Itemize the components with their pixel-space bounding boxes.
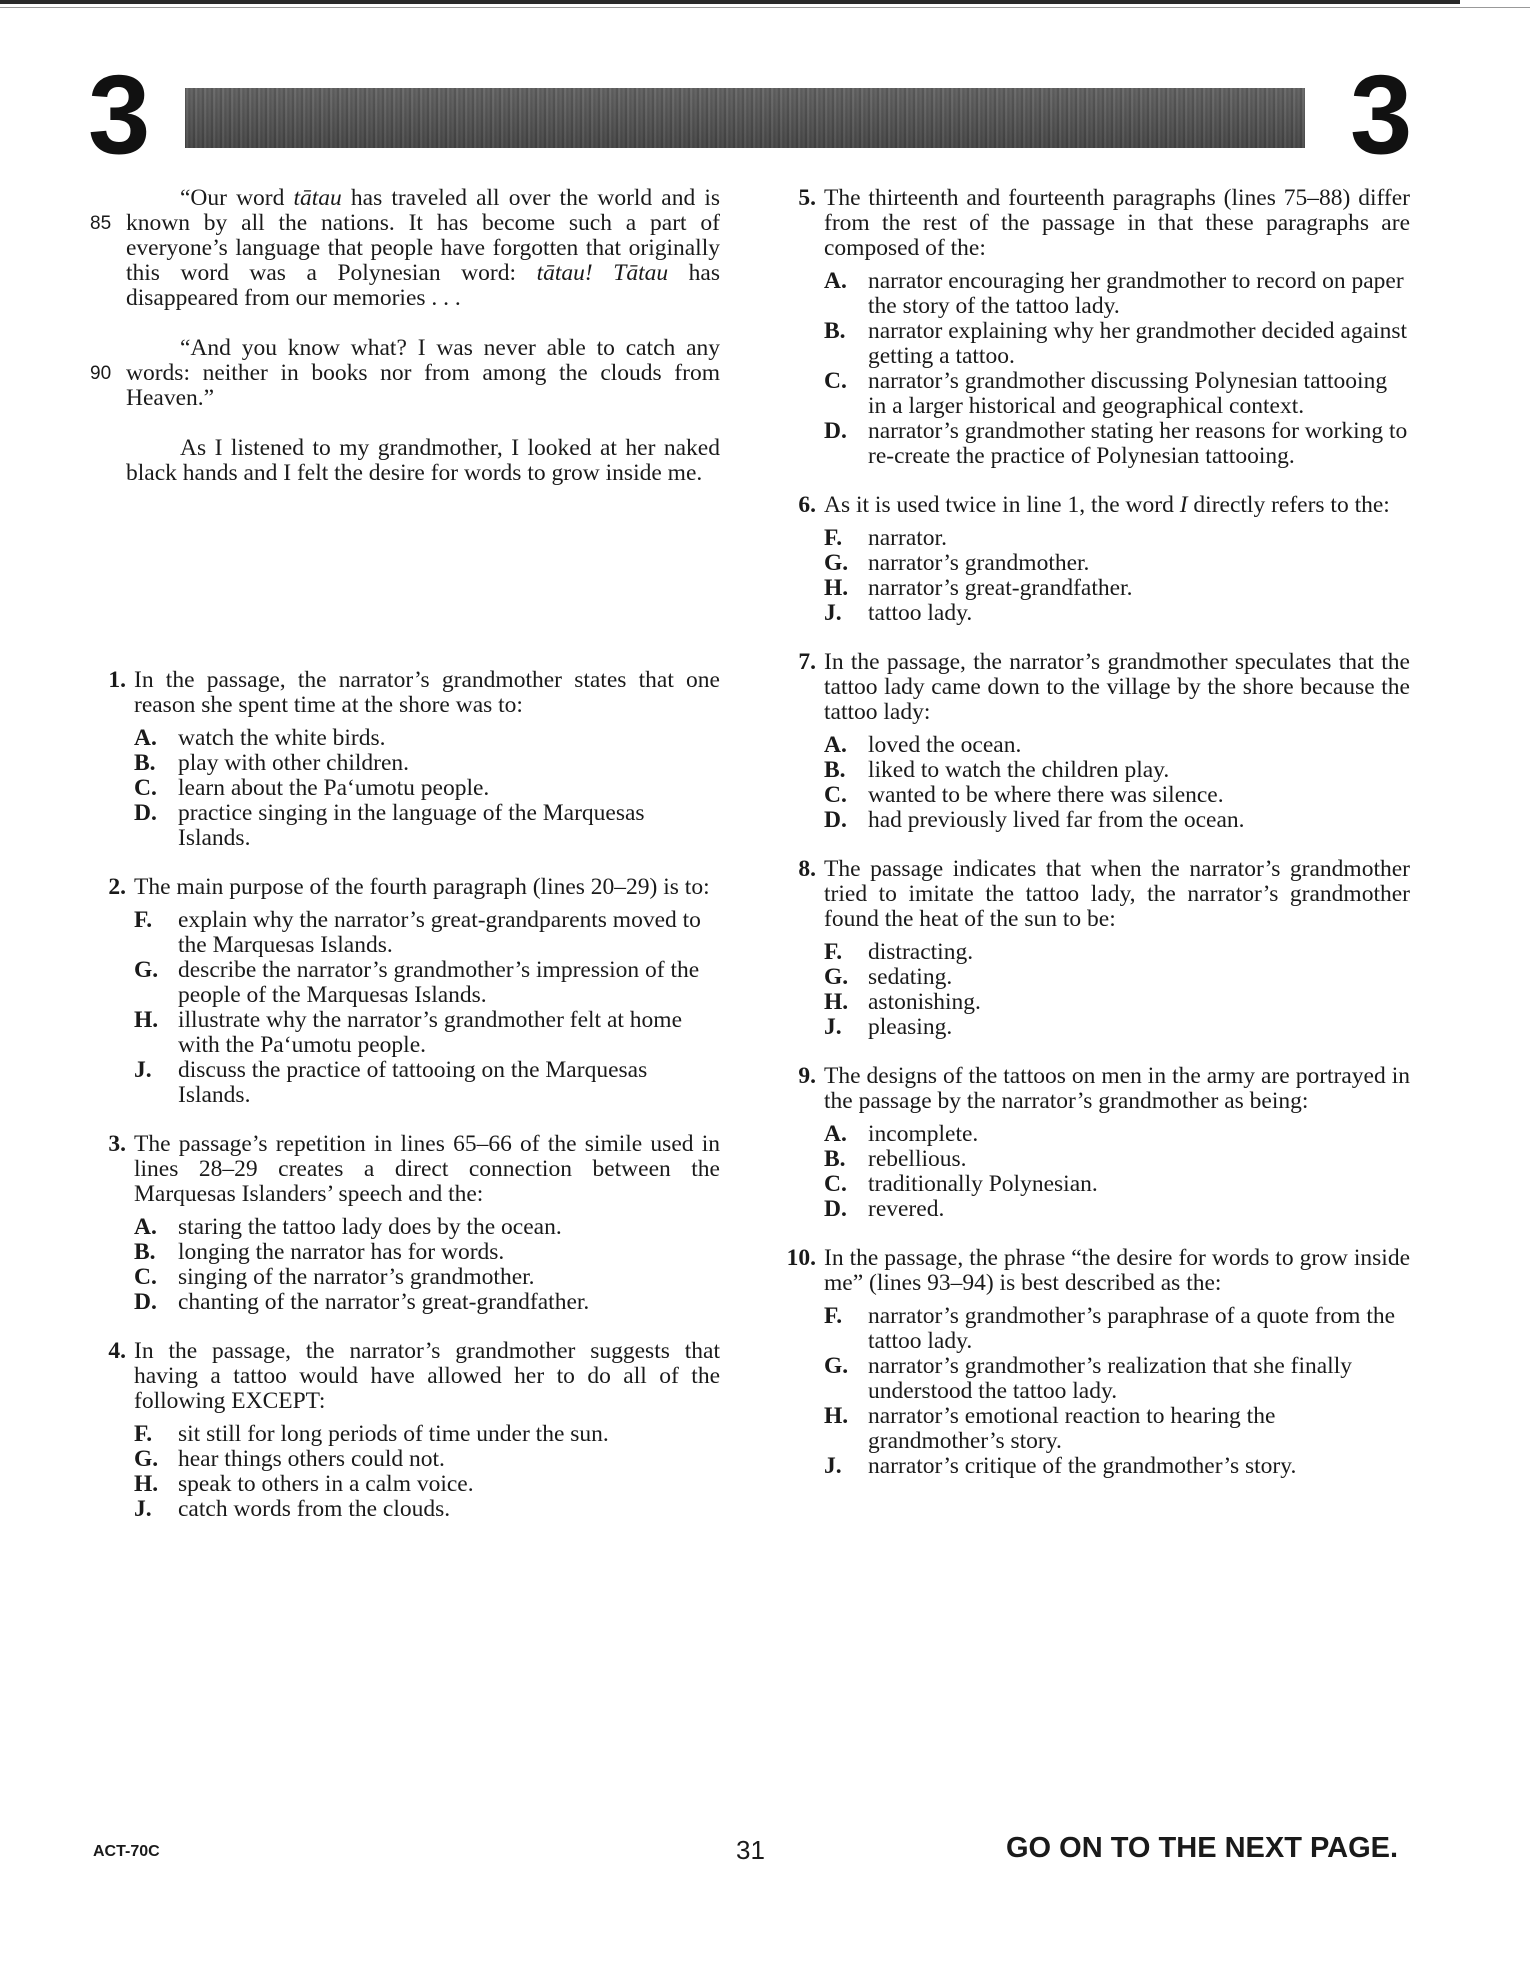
answer-option — [780, 758, 1410, 783]
question-number: 8. — [798, 856, 816, 882]
answer-letter: G. — [134, 957, 159, 983]
answer-letter: H. — [134, 1471, 159, 1497]
question-item — [780, 650, 1410, 833]
section-number-left: 3 — [88, 52, 151, 177]
answer-text: narrator’s emotional reaction to hearing the grandmother’s story. — [868, 1403, 1276, 1454]
question-number: 4. — [108, 1338, 126, 1364]
answer-option — [90, 1008, 720, 1058]
answer-options — [90, 908, 720, 1108]
answer-option — [780, 783, 1410, 808]
question-stem-text: In the passage, the narrator’s grandmother suggests that having a tattoo would have allowed her to do all of the following EXCEPT: — [134, 1338, 720, 1414]
answer-letter: D. — [134, 800, 157, 826]
answer-options — [90, 726, 720, 851]
answer-letter: C. — [824, 368, 847, 394]
answer-option — [780, 733, 1410, 758]
question-stem — [780, 1064, 1410, 1114]
answer-option — [780, 1404, 1410, 1454]
question-stem — [90, 1339, 720, 1414]
question-item — [780, 1064, 1410, 1222]
answer-letter: A. — [134, 1214, 157, 1240]
answer-text: traditionally Polynesian. — [868, 1171, 1098, 1197]
question-number: 10. — [786, 1245, 816, 1271]
answer-text: loved the ocean. — [868, 732, 1022, 758]
answer-letter: J. — [824, 1453, 842, 1479]
answer-options — [780, 526, 1410, 626]
answer-text: liked to watch the children play. — [868, 757, 1170, 783]
answer-text: narrator’s critique of the grandmother’s story. — [868, 1453, 1297, 1479]
answer-option — [90, 908, 720, 958]
question-stem-text: I — [1179, 492, 1188, 518]
question-item — [780, 186, 1410, 469]
answer-letter: G. — [824, 550, 849, 576]
answer-letter: B. — [824, 318, 846, 344]
answer-option — [90, 1447, 720, 1472]
answer-option — [780, 551, 1410, 576]
answer-option — [780, 1354, 1410, 1404]
question-number: 2. — [108, 874, 126, 900]
answer-text: singing of the narrator’s grandmother. — [178, 1264, 535, 1290]
answer-letter: A. — [824, 1121, 847, 1147]
question-item — [780, 857, 1410, 1040]
left-column — [90, 186, 720, 1546]
answer-option — [780, 990, 1410, 1015]
question-item — [90, 1132, 720, 1315]
answer-text: astonishing. — [868, 989, 981, 1015]
question-stem-text: The main purpose of the fourth paragraph (lines 20–29) is to: — [134, 874, 710, 900]
question-stem-text: directly refers to the: — [1187, 492, 1390, 518]
answer-option — [90, 751, 720, 776]
passage-text: As I listened to my grandmother, I looked at her naked black hands and I felt the desire for words to grow inside me. — [126, 435, 720, 486]
passage-text: “Our word — [180, 185, 294, 211]
answer-text: sedating. — [868, 964, 953, 990]
answer-letter: F. — [824, 1303, 843, 1329]
passage-paragraph — [90, 185, 720, 311]
answer-option — [780, 1015, 1410, 1040]
answer-option — [90, 1058, 720, 1108]
answer-option — [90, 801, 720, 851]
answer-text: watch the white birds. — [178, 725, 386, 751]
answer-letter: G. — [824, 1353, 849, 1379]
answer-options — [90, 1215, 720, 1315]
answer-option — [780, 526, 1410, 551]
answer-option — [780, 319, 1410, 369]
answer-option — [780, 419, 1410, 469]
answer-letter: A. — [824, 732, 847, 758]
answer-text: narrator’s great-grandfather. — [868, 575, 1133, 601]
question-number: 5. — [798, 185, 816, 211]
answer-text: catch words from the clouds. — [178, 1496, 451, 1522]
answer-text: illustrate why the narrator’s grandmother felt at home with the Pa‘umotu people. — [178, 1007, 682, 1058]
answer-options — [780, 1304, 1410, 1479]
passage-text: has traveled all over the world and is known by all the nations. It has become such a part of everyone’s language that people have forgotten that originally this word was a Polynesian word: — [126, 185, 720, 286]
answer-text: incomplete. — [868, 1121, 979, 1147]
answer-option — [90, 1240, 720, 1265]
answer-letter: B. — [134, 750, 156, 776]
right-column — [780, 186, 1410, 1503]
answer-text: narrator’s grandmother discussing Polynesian tattooing in a larger historical and geographical context. — [868, 368, 1388, 419]
answer-option — [780, 1147, 1410, 1172]
answer-text: speak to others in a calm voice. — [178, 1471, 474, 1497]
answer-text: discuss the practice of tattooing on the Marquesas Islands. — [178, 1057, 648, 1108]
section-number-right: 3 — [1350, 52, 1413, 177]
answer-text: staring the tattoo lady does by the ocean. — [178, 1214, 562, 1240]
question-item — [780, 1246, 1410, 1479]
answer-option — [90, 1290, 720, 1315]
answer-letter: D. — [824, 807, 847, 833]
answer-letter: H. — [134, 1007, 159, 1033]
answer-text: longing the narrator has for words. — [178, 1239, 505, 1265]
answer-option — [780, 576, 1410, 601]
answer-option — [780, 601, 1410, 626]
answer-text: narrator’s grandmother stating her reasons for working to re-create the practice of Polynesian tattooing. — [868, 418, 1408, 469]
answer-text: practice singing in the language of the Marquesas Islands. — [178, 800, 645, 851]
passage-text: has disappeared from our memories . . . — [126, 260, 720, 311]
answer-text: sit still for long periods of time under the sun. — [178, 1421, 609, 1447]
answer-option — [780, 1122, 1410, 1147]
answer-letter: D. — [134, 1289, 157, 1315]
answer-option — [780, 965, 1410, 990]
answer-letter: H. — [824, 1403, 849, 1429]
answer-letter: H. — [824, 989, 849, 1015]
answer-letter: H. — [824, 575, 849, 601]
answer-text: explain why the narrator’s great-grandparents moved to the Marquesas Islands. — [178, 907, 701, 958]
answer-letter: A. — [824, 268, 847, 294]
answer-option — [780, 369, 1410, 419]
answer-option — [90, 1265, 720, 1290]
answer-letter: G. — [134, 1446, 159, 1472]
question-stem — [90, 875, 720, 900]
question-number: 3. — [108, 1131, 126, 1157]
answer-letter: D. — [824, 1196, 847, 1222]
question-stem — [90, 1132, 720, 1207]
answer-options — [780, 269, 1410, 469]
answer-letter: F. — [134, 1421, 153, 1447]
question-stem-text: As it is used twice in line 1, the word — [824, 492, 1180, 518]
question-list-right — [780, 186, 1410, 1479]
question-number: 9. — [798, 1063, 816, 1089]
next-page-instruction: GO ON TO THE NEXT PAGE. — [1006, 1832, 1399, 1864]
answer-option — [780, 940, 1410, 965]
answer-text: narrator’s grandmother’s realization that she finally understood the tattoo lady. — [868, 1353, 1352, 1404]
passage-paragraph — [90, 335, 720, 411]
section-header-bar — [185, 88, 1305, 148]
passage-italic-word: tātau! Tātau — [536, 260, 669, 286]
answer-text: narrator’s grandmother’s paraphrase of a quote from the tattoo lady. — [868, 1303, 1396, 1354]
question-stem-text: In the passage, the narrator’s grandmother speculates that the tattoo lady came down to the village by the shore because the tattoo lady: — [824, 649, 1410, 725]
answer-text: pleasing. — [868, 1014, 953, 1040]
answer-options — [780, 733, 1410, 833]
answer-option — [780, 1197, 1410, 1222]
answer-text: narrator explaining why her grandmother decided against getting a tattoo. — [868, 318, 1407, 369]
passage-italic-word: tātau — [293, 185, 342, 211]
answer-text: narrator. — [868, 525, 947, 551]
answer-letter: A. — [134, 725, 157, 751]
answer-option — [780, 1304, 1410, 1354]
answer-option — [90, 958, 720, 1008]
answer-text: narrator’s grandmother. — [868, 550, 1090, 576]
answer-option — [90, 726, 720, 751]
answer-option — [90, 1472, 720, 1497]
question-stem — [90, 668, 720, 718]
answer-option — [780, 1454, 1410, 1479]
answer-options — [780, 1122, 1410, 1222]
answer-text: hear things others could not. — [178, 1446, 445, 1472]
question-stem — [780, 857, 1410, 932]
answer-letter: C. — [134, 775, 157, 801]
answer-letter: C. — [824, 782, 847, 808]
question-item — [90, 875, 720, 1108]
top-rule-thin — [0, 7, 1530, 8]
question-stem — [780, 650, 1410, 725]
answer-text: wanted to be where there was silence. — [868, 782, 1224, 808]
answer-option — [780, 1172, 1410, 1197]
question-stem — [780, 1246, 1410, 1296]
question-number: 1. — [108, 667, 126, 693]
question-stem-text: The passage indicates that when the narrator’s grandmother tried to imitate the tattoo lady, the narrator’s grandmother found the heat of the sun to be: — [824, 856, 1410, 932]
question-stem — [780, 186, 1410, 261]
answer-option — [780, 269, 1410, 319]
answer-letter: F. — [134, 907, 153, 933]
question-stem-text: The passage’s repetition in lines 65–66 of the simile used in lines 28–29 creates a direct connection between the Marquesas Islanders’ speech and the: — [134, 1131, 720, 1207]
answer-letter: F. — [824, 939, 843, 965]
answer-letter: D. — [824, 418, 847, 444]
answer-letter: C. — [824, 1171, 847, 1197]
question-item — [780, 493, 1410, 626]
line-number: 90 — [90, 363, 112, 384]
answer-option — [90, 1422, 720, 1447]
question-stem — [780, 493, 1410, 518]
answer-text: rebellious. — [868, 1146, 967, 1172]
line-number: 85 — [90, 213, 112, 234]
answer-letter: B. — [134, 1239, 156, 1265]
question-stem-text: The designs of the tattoos on men in the army are portrayed in the passage by the narrator’s grandmother as being: — [824, 1063, 1410, 1114]
page-number: 31 — [736, 1835, 765, 1865]
answer-text: describe the narrator’s grandmother’s impression of the people of the Marquesas Islands. — [178, 957, 700, 1008]
question-item — [90, 668, 720, 851]
answer-letter: B. — [824, 757, 846, 783]
answer-option — [90, 1215, 720, 1240]
answer-text: tattoo lady. — [868, 600, 973, 626]
answer-letter: F. — [824, 525, 843, 551]
answer-text: learn about the Pa‘umotu people. — [178, 775, 490, 801]
passage-paragraph — [126, 436, 720, 486]
answer-letter: G. — [824, 964, 849, 990]
answer-text: had previously lived far from the ocean. — [868, 807, 1245, 833]
answer-option — [90, 776, 720, 801]
answer-letter: J. — [824, 1014, 842, 1040]
answer-letter: C. — [134, 1264, 157, 1290]
question-number: 6. — [798, 492, 816, 518]
question-stem-text: In the passage, the narrator’s grandmother states that one reason she spent time at the shore was to: — [134, 667, 720, 718]
answer-text: narrator encouraging her grandmother to record on paper the story of the tattoo lady. — [868, 268, 1404, 319]
answer-options — [780, 940, 1410, 1040]
answer-letter: J. — [134, 1496, 152, 1522]
question-stem-text: The thirteenth and fourteenth paragraphs (lines 75–88) differ from the rest of the passage in that these paragraphs are composed of the: — [824, 185, 1410, 261]
question-list-left — [90, 668, 720, 1522]
question-item — [90, 1339, 720, 1522]
answer-text: chanting of the narrator’s great-grandfather. — [178, 1289, 590, 1315]
answer-text: revered. — [868, 1196, 945, 1222]
question-number: 7. — [798, 649, 816, 675]
answer-options — [90, 1422, 720, 1522]
top-rule — [0, 0, 1460, 4]
answer-text: distracting. — [868, 939, 974, 965]
answer-letter: B. — [824, 1146, 846, 1172]
answer-letter: J. — [824, 600, 842, 626]
answer-option — [90, 1497, 720, 1522]
question-stem-text: In the passage, the phrase “the desire for words to grow inside me” (lines 93–94) is best described as the: — [824, 1245, 1410, 1296]
passage-text: “And you know what? I was never able to catch any words: neither in books nor from among the clouds from Heaven.” — [126, 335, 720, 411]
answer-option — [780, 808, 1410, 833]
test-code: ACT-70C — [93, 1843, 160, 1860]
answer-letter: J. — [134, 1057, 152, 1083]
answer-text: play with other children. — [178, 750, 410, 776]
